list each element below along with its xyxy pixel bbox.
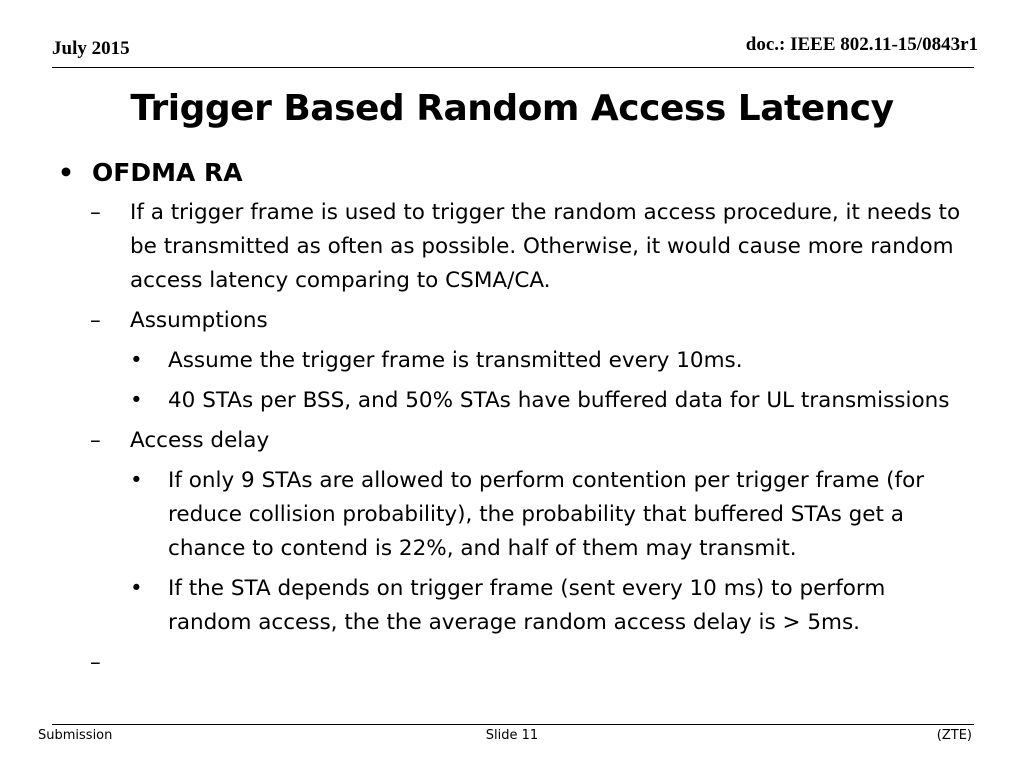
- dash-icon: –: [90, 428, 101, 453]
- footer-submission: Submission: [38, 728, 113, 743]
- footer-divider: [52, 724, 974, 725]
- dash-icon: –: [90, 308, 101, 333]
- bullet-text: OFDMA RA: [92, 158, 243, 187]
- subsubbullet-delay-1: [58, 464, 968, 566]
- subsubbullet-text: Assume the trigger frame is transmitted every 10ms.: [168, 348, 743, 373]
- subsubbullet-text: 40 STAs per BSS, and 50% STAs have buffered data for UL transmissions: [168, 388, 950, 413]
- subsubbullet-assumption-2: [58, 384, 968, 418]
- bullet-dot-icon: •: [130, 348, 143, 373]
- bullet-dot-icon: •: [130, 388, 143, 413]
- header-divider: [52, 67, 974, 68]
- subsubbullet-assumption-1: [58, 344, 968, 378]
- subsubbullet-delay-2: [58, 572, 968, 640]
- footer-company: (ZTE): [936, 728, 972, 743]
- header-date: July 2015: [52, 38, 130, 59]
- subbullet-text: Access delay: [130, 428, 270, 453]
- slide-body: [58, 156, 968, 675]
- slide-title: Trigger Based Random Access Latency: [130, 88, 894, 129]
- footer-slide-number: Slide 11: [485, 728, 539, 743]
- subbullet-trigger-frame: [58, 196, 968, 298]
- subbullet-assumptions: [58, 304, 968, 338]
- dash-icon: –: [90, 650, 101, 675]
- header-doc-id: doc.: IEEE 802.11-15/0843r1: [745, 34, 978, 55]
- subbullet-text: If a trigger frame is used to trigger the random access procedure, it needs to be transmitted as often as possible. Otherwise, it would cause more random access latency comparing to CSMA/CA.: [130, 200, 961, 293]
- subbullet-access-delay: [58, 424, 968, 458]
- subsubbullet-text: If only 9 STAs are allowed to perform contention per trigger frame (for reduce collision probability), the probability that buffered STAs get a chance to contend is 22%, and half of them may transmit.: [168, 468, 925, 561]
- bullet-ofdma-ra: [58, 156, 968, 190]
- subsubbullet-text: If the STA depends on trigger frame (sent every 10 ms) to perform random access, the the average random access delay is > 5ms.: [168, 576, 886, 635]
- subbullet-text: Assumptions: [130, 308, 268, 333]
- bullet-dot-icon: •: [130, 468, 143, 493]
- bullet-dot-icon: •: [130, 576, 143, 601]
- dash-icon: –: [90, 200, 101, 225]
- bullet-dot-icon: •: [58, 158, 74, 187]
